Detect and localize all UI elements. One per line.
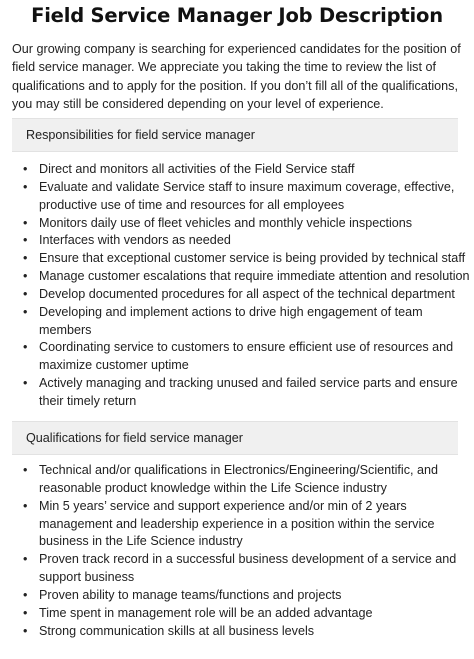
list-item-line: Time spent in management role will be an added advantage bbox=[39, 605, 373, 620]
bullet-icon: • bbox=[23, 376, 28, 391]
bullet-icon: • bbox=[23, 623, 28, 638]
list-item-line: Evaluate and validate Service staff to insure maximum coverage, effective, bbox=[39, 179, 455, 194]
bullet-icon: • bbox=[23, 215, 28, 230]
list-item-line: Manage customer escalations that require immediate attention and resolution bbox=[39, 269, 470, 284]
list-item-line: business in the Life Science industry bbox=[39, 534, 243, 549]
responsibilities-list bbox=[12, 161, 470, 411]
list-item bbox=[12, 161, 464, 179]
bullet-icon: • bbox=[23, 251, 28, 266]
list-item bbox=[12, 587, 464, 605]
list-item bbox=[12, 250, 464, 268]
list-item bbox=[12, 498, 464, 552]
bullet-icon: • bbox=[23, 286, 28, 301]
bullet-icon: • bbox=[23, 463, 28, 477]
qualifications-list bbox=[12, 462, 464, 640]
bullet-icon: • bbox=[23, 304, 28, 319]
qualifications-heading: Qualifications for field service manager bbox=[26, 431, 243, 445]
list-item-line: management and leadership experience in a position within the service bbox=[39, 516, 435, 531]
list-item bbox=[12, 551, 464, 587]
list-item-line: Proven ability to manage teams/functions and projects bbox=[39, 587, 342, 602]
bullet-icon: • bbox=[23, 552, 28, 567]
list-item-line: support business bbox=[39, 570, 135, 585]
list-item-line: Develop documented procedures for all aspect of the technical department bbox=[39, 286, 455, 301]
list-item-line: Direct and monitors all activities of the Field Service staff bbox=[39, 162, 355, 176]
list-item-line: productive use of time and resources for all employees bbox=[39, 197, 345, 212]
list-item bbox=[12, 215, 464, 233]
list-item-line: Strong communication skills at all business levels bbox=[39, 623, 315, 638]
list-item-line: Technical and/or qualifications in Electronics/Engineering/Scientific, and bbox=[39, 463, 439, 477]
list-item bbox=[12, 375, 464, 411]
bullet-icon: • bbox=[23, 233, 28, 248]
intro-line: you may still be considered depending on your level of experience. bbox=[12, 97, 384, 112]
list-item bbox=[12, 623, 464, 641]
list-item-line: Ensure that exceptional customer service is being provided by technical staff bbox=[39, 251, 466, 266]
list-item-line: members bbox=[39, 322, 92, 337]
bullet-icon: • bbox=[23, 179, 28, 194]
bullet-icon: • bbox=[23, 269, 28, 284]
intro-line: Our growing company is searching for experienced candidates for the position of bbox=[12, 42, 461, 56]
bullet-icon: • bbox=[23, 162, 28, 176]
qualifications-header bbox=[12, 421, 458, 455]
list-item-line: Actively managing and tracking unused and failed service parts and ensure bbox=[39, 376, 458, 391]
list-item-line: Coordinating service to customers to ensure efficient use of resources and bbox=[39, 340, 454, 355]
list-item bbox=[12, 268, 470, 286]
list-item-line: Interfaces with vendors as needed bbox=[39, 233, 231, 248]
bullet-icon: • bbox=[23, 587, 28, 602]
list-item-line: reasonable product knowledge within the Life Science industry bbox=[39, 480, 387, 495]
intro-line: field service manager. We appreciate you taking the time to review the list of bbox=[12, 60, 436, 75]
list-item-line: maximize customer uptime bbox=[39, 358, 189, 373]
list-item bbox=[12, 605, 464, 623]
bullet-icon: • bbox=[23, 498, 28, 513]
bullet-icon: • bbox=[23, 340, 28, 355]
responsibilities-header bbox=[12, 118, 458, 152]
list-item-line: Min 5 years’ service and support experience and/or min of 2 years bbox=[39, 498, 407, 513]
list-item bbox=[12, 232, 464, 250]
bullet-icon: • bbox=[23, 605, 28, 620]
list-item bbox=[12, 179, 464, 215]
list-item-line: Proven track record in a successful business development of a service and bbox=[39, 552, 457, 567]
list-item bbox=[12, 339, 464, 375]
page-title: Field Service Manager Job Description bbox=[31, 4, 443, 27]
responsibilities-heading: Responsibilities for field service manager bbox=[26, 128, 255, 142]
list-item bbox=[12, 304, 464, 340]
list-item bbox=[12, 286, 464, 304]
list-item-line: Monitors daily use of fleet vehicles and monthly vehicle inspections bbox=[39, 215, 413, 230]
list-item-line: Developing and implement actions to drive high engagement of team bbox=[39, 304, 423, 319]
list-item bbox=[12, 462, 464, 498]
intro-line: qualifications and to apply for the position. If you don’t fill all of the qualifications, bbox=[12, 78, 458, 93]
list-item-line: their timely return bbox=[39, 393, 137, 408]
intro-paragraph bbox=[12, 40, 462, 114]
